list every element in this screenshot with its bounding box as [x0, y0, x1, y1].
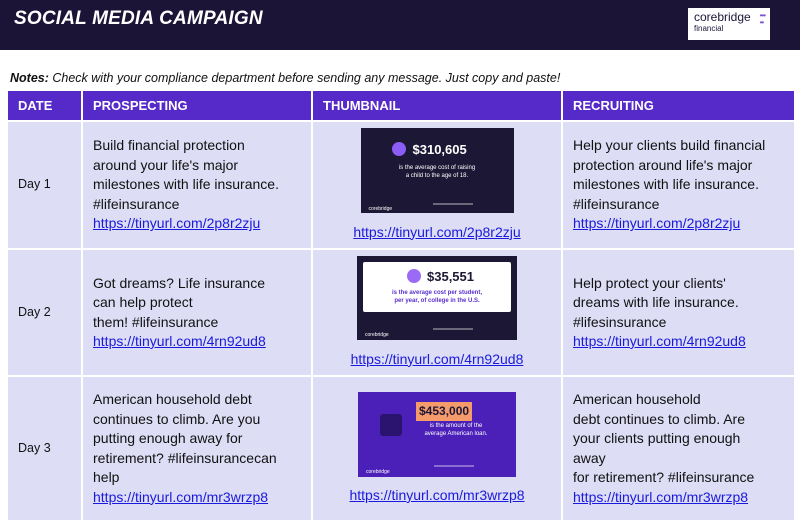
notes-label: Notes: [10, 71, 49, 85]
prospecting-link[interactable]: https://tinyurl.com/4rn92ud8 [93, 333, 266, 349]
table-row [7, 376, 795, 521]
recruiting-link[interactable]: https://tinyurl.com/mr3wrzp8 [573, 488, 749, 505]
prospecting-text: Build financial protection around your life's major milestones with life insurance. #lifeinsurance [93, 137, 279, 212]
thumbnail-image[interactable] [358, 392, 516, 477]
date-cell: Day 2 [7, 249, 82, 376]
thumbnail-amount: $35,551 [427, 269, 474, 284]
thumbnail-amount: $453,000 [416, 402, 472, 422]
thumbnail-brand: corebridge [368, 206, 393, 212]
prospecting-text: Got dreams? Life insurance can help protect them! #lifeinsurance [93, 274, 265, 330]
prospecting-cell [82, 249, 312, 376]
table-row [7, 121, 795, 249]
thumbnail-brand: corebridge [365, 332, 389, 338]
thumbnail-brand: corebridge [366, 468, 390, 475]
header-prospecting: PROSPECTING [82, 90, 312, 121]
thumbnail-caption: is the average cost of raising a child to the age of 18. [398, 165, 476, 179]
date-cell: Day 3 [7, 376, 82, 521]
prospecting-link[interactable]: https://tinyurl.com/2p8r2zju [93, 215, 261, 232]
recruiting-link[interactable]: https://tinyurl.com/4rn92ud8 [573, 333, 746, 349]
logo-sub-text: financial [694, 24, 724, 33]
thumbnail-image[interactable] [357, 256, 517, 340]
notes-line [10, 71, 560, 85]
thumbnail-cell [312, 249, 562, 376]
thumbnail-cell [312, 376, 562, 521]
logo-dots-icon: ••• •• [759, 11, 765, 27]
thumbnail-link[interactable]: https://tinyurl.com/4rn92ud8 [350, 350, 524, 367]
prospecting-link[interactable]: https://tinyurl.com/mr3wrzp8 [93, 488, 269, 505]
prospecting-cell [82, 121, 312, 249]
logo-main-text: corebridge [694, 10, 751, 24]
recruiting-cell [562, 376, 795, 521]
thumbnail-fine-print [433, 328, 473, 330]
thumbnail-link[interactable]: https://tinyurl.com/2p8r2zju [353, 223, 521, 240]
campaign-table [6, 89, 796, 522]
thumbnail-image[interactable] [361, 128, 514, 213]
recruiting-cell [562, 249, 795, 376]
date-cell: Day 1 [7, 121, 82, 249]
house-icon [380, 414, 402, 436]
thumbnail-cell [312, 121, 562, 249]
recruiting-text: Help your clients build financial protection around life's major milestones with life insurance. #lifeinsurance [573, 137, 766, 212]
recruiting-text: Help protect your clients' dreams with life insurance. #lifesinsurance [573, 274, 739, 330]
thumbnail-link[interactable]: https://tinyurl.com/mr3wrzp8 [349, 487, 525, 503]
corebridge-logo [688, 8, 770, 40]
piggy-bank-icon [392, 142, 406, 156]
header-date: DATE [7, 90, 82, 121]
thumbnail-fine-print [433, 203, 473, 205]
prospecting-text: American household debt continues to climb. Are you putting enough away for retirement? #lifeinsurancecan help [93, 391, 277, 485]
page-title: SOCIAL MEDIA CAMPAIGN [14, 8, 263, 29]
prospecting-cell [82, 376, 312, 521]
notes-text: Check with your compliance department before sending any message. Just copy and paste! [48, 71, 561, 85]
header-recruiting: RECRUITING [562, 90, 795, 121]
table-header-row [7, 90, 795, 121]
thumbnail-caption: is the average cost per student, per year, of college in the U.S. [391, 290, 483, 304]
recruiting-text: American household debt continues to climb. Are your clients putting enough away for retirement? #lifeinsurance [573, 391, 755, 485]
table-row [7, 249, 795, 376]
recruiting-cell [562, 121, 795, 249]
thumbnail-caption: is the amount of the average American loan. [424, 422, 488, 437]
thumbnail-fine-print [434, 465, 474, 467]
page-header [0, 0, 800, 50]
header-thumbnail: THUMBNAIL [312, 90, 562, 121]
graduation-cap-icon [407, 269, 421, 283]
thumbnail-amount: $310,605 [412, 142, 467, 157]
recruiting-link[interactable]: https://tinyurl.com/2p8r2zju [573, 215, 741, 232]
